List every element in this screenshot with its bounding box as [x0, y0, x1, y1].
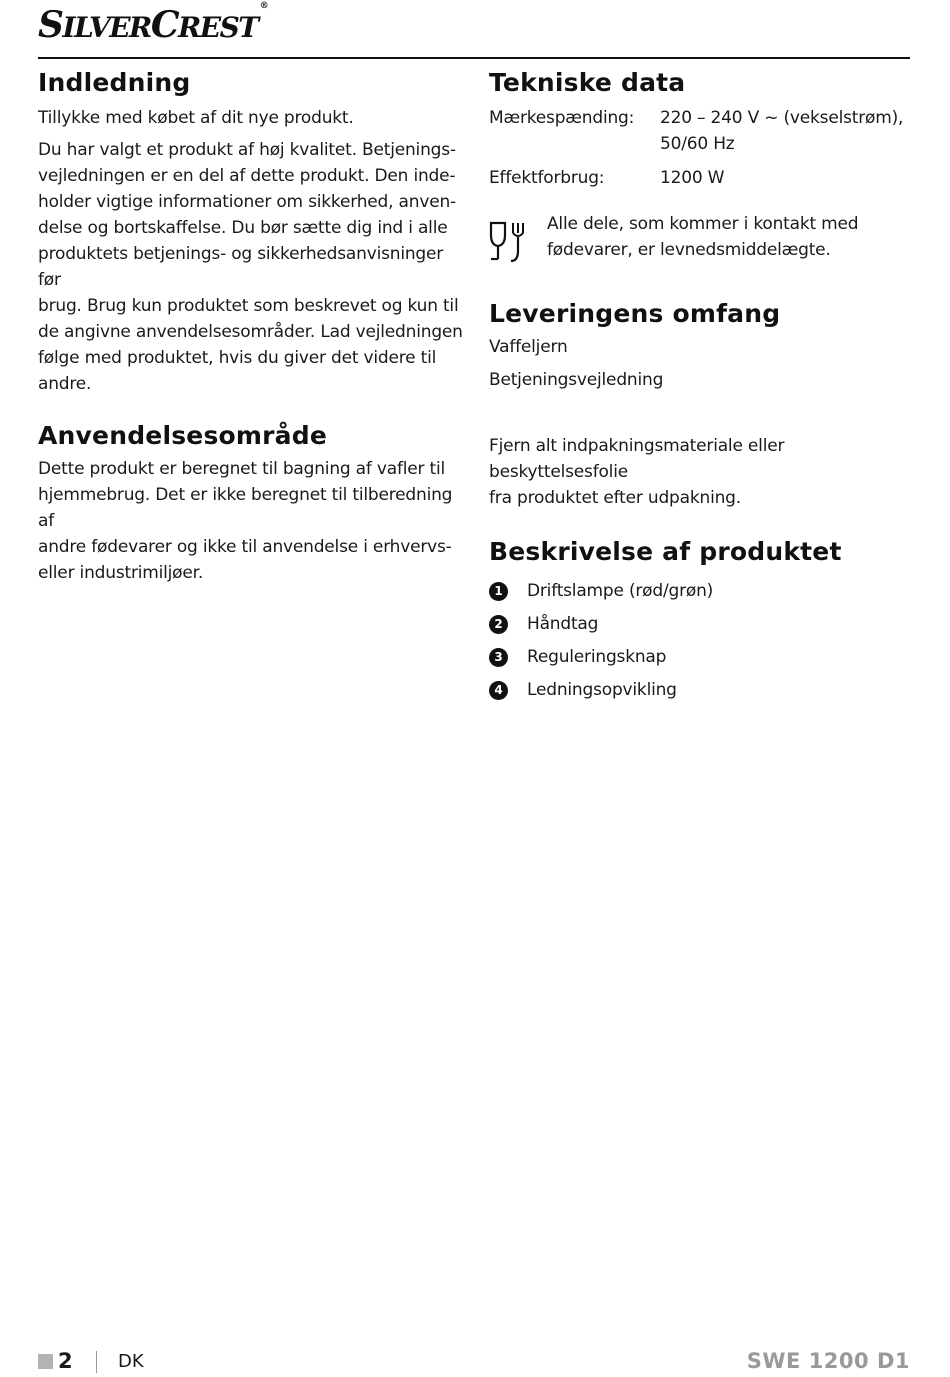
glass-fork-icon: [489, 219, 529, 265]
spec-value-line: 50/60 Hz: [660, 134, 735, 154]
page-number: 2: [58, 1349, 73, 1373]
tech-heading: Tekniske data: [489, 68, 686, 97]
description-heading: Beskrivelse af produktet: [489, 537, 842, 566]
intro-line: brug. Brug kun produktet som beskrevet og kun til: [38, 296, 459, 316]
intro-line: andre.: [38, 374, 92, 394]
number-badge: 2: [489, 615, 508, 634]
part-label: Håndtag: [527, 614, 599, 634]
part-label: Driftslampe (rød/grøn): [527, 581, 714, 601]
food-safe-text: [547, 211, 858, 263]
page-footer: [38, 1347, 910, 1377]
list-item: [489, 644, 914, 670]
food-safe-note: [489, 211, 914, 265]
number-badge: 3: [489, 648, 508, 667]
use-line: andre fødevarer og ikke til anvendelse i erhvervs-: [38, 537, 452, 557]
list-item: [489, 611, 914, 637]
intro-line: de angivne anvendelsesområder. Lad vejledningen: [38, 322, 463, 342]
language-code: DK: [118, 1351, 144, 1372]
spec-value: [660, 105, 903, 157]
unpack-paragraph: [489, 433, 914, 511]
unpack-line: fra produktet efter udpakning.: [489, 488, 741, 508]
food-safe-line: Alle dele, som kommer i kontakt med: [547, 214, 859, 234]
model-number: SWE 1200 D1: [746, 1349, 910, 1373]
use-paragraph: [38, 456, 463, 586]
delivery-item: Vaffeljern: [489, 337, 568, 357]
list-item: [489, 578, 914, 604]
part-label: Ledningsopvikling: [527, 680, 677, 700]
intro-paragraph-1: Tillykke med købet af dit nye produkt.: [38, 108, 354, 128]
header-rule: [38, 57, 910, 59]
spec-row: [489, 165, 914, 191]
number-badge: 1: [489, 582, 508, 601]
intro-heading: Indledning: [38, 68, 191, 97]
left-column: [38, 68, 463, 586]
parts-list: [489, 578, 914, 703]
list-item: [489, 677, 914, 703]
use-line: Dette produkt er beregnet til bagning af vafler til: [38, 459, 446, 479]
brand-logo: SILVERCREST®: [38, 1, 268, 46]
use-heading: Anvendelsesområde: [38, 421, 328, 450]
intro-line: følge med produktet, hvis du giver det videre til: [38, 348, 437, 368]
spec-key: Mærkespænding:: [489, 108, 635, 128]
unpack-line: Fjern alt indpakningsmateriale eller beskyttelsesfolie: [489, 436, 785, 482]
number-badge: 4: [489, 681, 508, 700]
intro-line: Du har valgt et produkt af høj kvalitet. Betjenings-: [38, 140, 456, 160]
intro-line: delse og bortskaffelse. Du bør sætte dig ind i alle: [38, 218, 448, 238]
spec-row: [489, 105, 914, 157]
spec-value-line: 220 – 240 V ~ (vekselstrøm),: [660, 108, 904, 128]
use-line: eller industrimiljøer.: [38, 563, 204, 583]
page-marker-square: [38, 1354, 53, 1369]
use-line: hjemmebrug. Det er ikke beregnet til tilberedning af: [38, 485, 453, 531]
spec-value: 1200 W: [660, 168, 725, 188]
part-label: Reguleringsknap: [527, 647, 667, 667]
spec-table: [489, 105, 914, 191]
delivery-item: Betjeningsvejledning: [489, 370, 664, 390]
footer-divider: [96, 1351, 97, 1373]
spec-key: Effektforbrug:: [489, 168, 605, 188]
intro-paragraph-2: [38, 137, 463, 397]
right-column: [489, 68, 914, 710]
intro-line: holder vigtige informationer om sikkerhed, anven-: [38, 192, 456, 212]
delivery-heading: Leveringens omfang: [489, 299, 781, 328]
food-safe-line: fødevarer, er levnedsmiddelægte.: [547, 240, 831, 260]
intro-line: produktets betjenings- og sikkerhedsanvisninger før: [38, 244, 444, 290]
intro-line: vejledningen er en del af dette produkt. Den inde-: [38, 166, 456, 186]
